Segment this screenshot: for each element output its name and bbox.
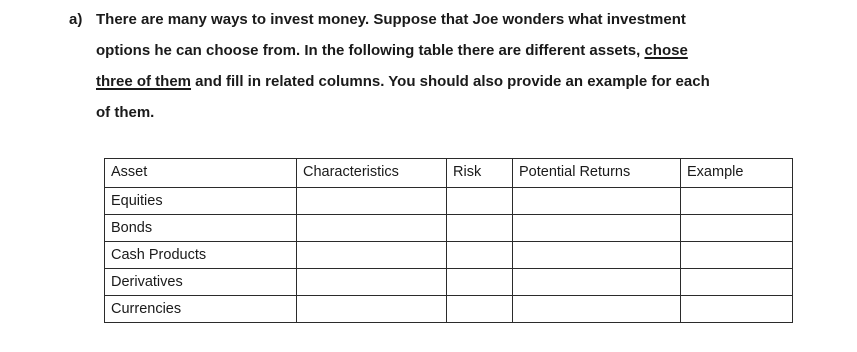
asset-cell: Derivatives: [105, 269, 297, 296]
header-example: Example: [681, 159, 793, 188]
potential-returns-cell[interactable]: [513, 242, 681, 269]
table-row: [105, 296, 793, 323]
question-text: and fill in related columns. You should also provide an example for each: [191, 73, 710, 90]
risk-cell[interactable]: [447, 296, 513, 323]
example-cell[interactable]: [681, 269, 793, 296]
example-cell[interactable]: [681, 215, 793, 242]
question-line-2: [96, 41, 688, 61]
potential-returns-cell[interactable]: [513, 188, 681, 215]
table-header-row: [105, 159, 793, 188]
question-line-3: [96, 72, 710, 92]
asset-cell: Currencies: [105, 296, 297, 323]
asset-cell: Equities: [105, 188, 297, 215]
characteristics-cell[interactable]: [297, 242, 447, 269]
header-characteristics: Characteristics: [297, 159, 447, 188]
asset-cell: Cash Products: [105, 242, 297, 269]
question-text: There are many ways to invest money. Suppose that Joe wonders what investment: [96, 11, 686, 28]
example-cell[interactable]: [681, 296, 793, 323]
header-risk: Risk: [447, 159, 513, 188]
potential-returns-cell[interactable]: [513, 269, 681, 296]
example-cell[interactable]: [681, 242, 793, 269]
risk-cell[interactable]: [447, 188, 513, 215]
underlined-text: chose: [644, 42, 688, 59]
risk-cell[interactable]: [447, 269, 513, 296]
example-cell[interactable]: [681, 188, 793, 215]
header-asset: Asset: [105, 159, 297, 188]
characteristics-cell[interactable]: [297, 215, 447, 242]
underlined-text: three of them: [96, 73, 192, 90]
characteristics-cell[interactable]: [297, 188, 447, 215]
table-row: [105, 188, 793, 215]
characteristics-cell[interactable]: [297, 269, 447, 296]
table-row: [105, 215, 793, 242]
table-row: [105, 269, 793, 296]
question-line-4: [96, 103, 154, 123]
risk-cell[interactable]: [447, 215, 513, 242]
question-line-1: [96, 10, 686, 30]
potential-returns-cell[interactable]: [513, 215, 681, 242]
asset-cell: Bonds: [105, 215, 297, 242]
header-potential-returns: Potential Returns: [513, 159, 681, 188]
question-text: of them.: [96, 104, 155, 121]
table-row: [105, 242, 793, 269]
risk-cell[interactable]: [447, 242, 513, 269]
potential-returns-cell[interactable]: [513, 296, 681, 323]
asset-table: [104, 158, 793, 323]
characteristics-cell[interactable]: [297, 296, 447, 323]
question-text: options he can choose from. In the following table there are different assets,: [96, 42, 645, 59]
question-label: a): [69, 11, 83, 28]
